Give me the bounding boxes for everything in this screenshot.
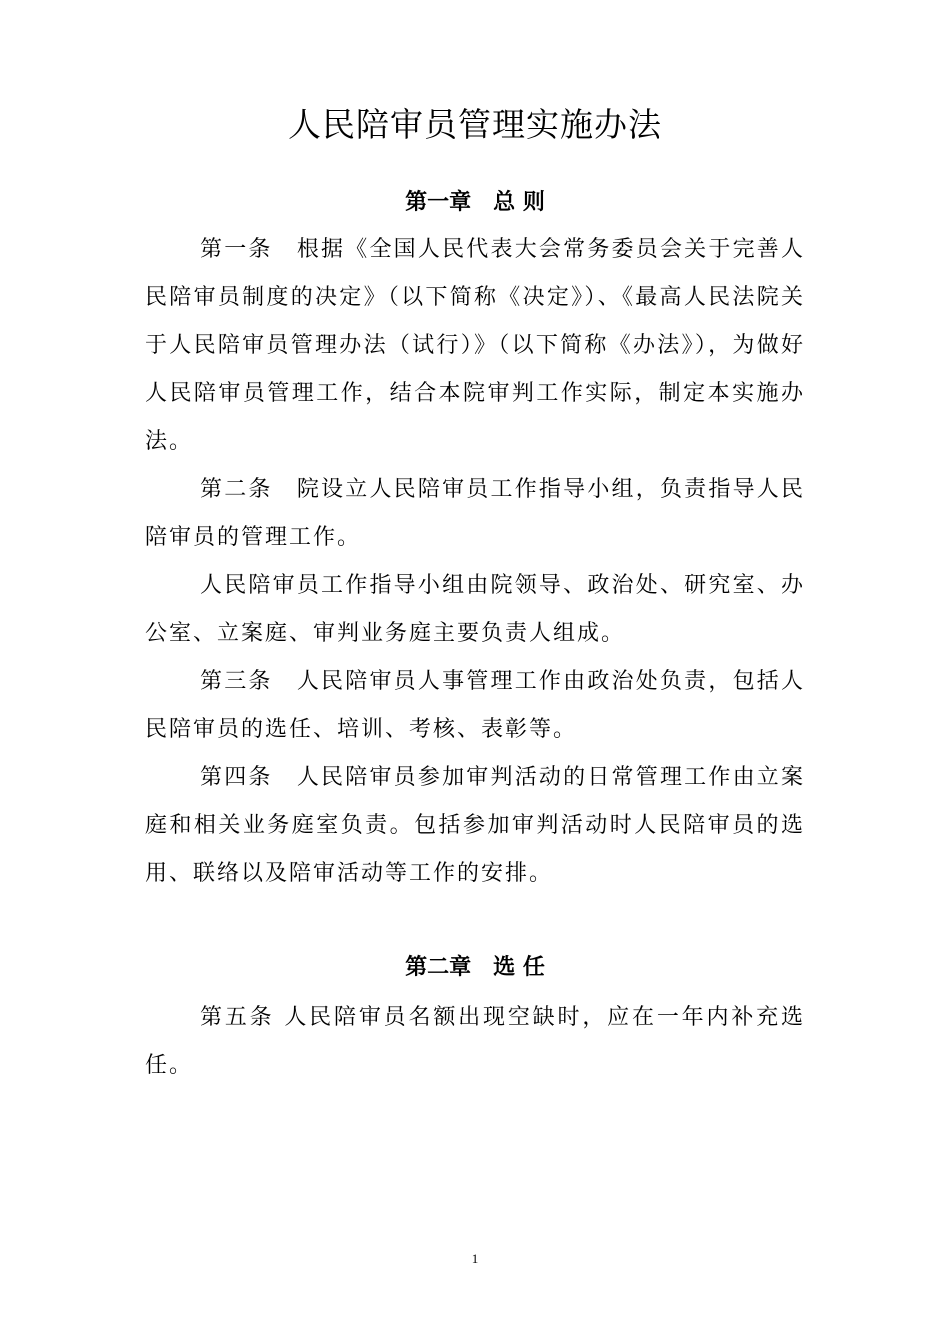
- article-2-paragraph-2: 人民陪审员工作指导小组由院领导、政治处、研究室、办公室、立案庭、审判业务庭主要负责人组成。: [145, 573, 805, 646]
- document-title: 人民陪审员管理实施办法: [288, 105, 662, 144]
- chapter-heading-1: 第一章 总 则: [405, 190, 545, 215]
- article-1: 第一条 根据《全国人民代表大会常务委员会关于完善人民陪审员制度的决定》（以下简称《决定》）、《最高人民法院关于人民陪审员管理办法（试行）》（以下简称《办法》），为做好人民陪审员管理工作，结合本院审判工作实际，制定本实施办法。: [145, 237, 805, 454]
- article-2: 第二条 院设立人民陪审员工作指导小组，负责指导人民陪审员的管理工作。: [145, 477, 805, 550]
- article-3: 第三条 人民陪审员人事管理工作由政治处负责，包括人民陪审员的选任、培训、考核、表彰等。: [145, 669, 805, 742]
- article-4: 第四条 人民陪审员参加审判活动的日常管理工作由立案庭和相关业务庭室负责。包括参加审判活动时人民陪审员的选用、联络以及陪审活动等工作的安排。: [145, 765, 805, 886]
- chapter-heading-2: 第二章 选 任: [405, 955, 545, 980]
- page-number: 1: [471, 1251, 479, 1266]
- article-5: 第五条 人民陪审员名额出现空缺时，应在一年内补充选任。: [145, 1005, 805, 1078]
